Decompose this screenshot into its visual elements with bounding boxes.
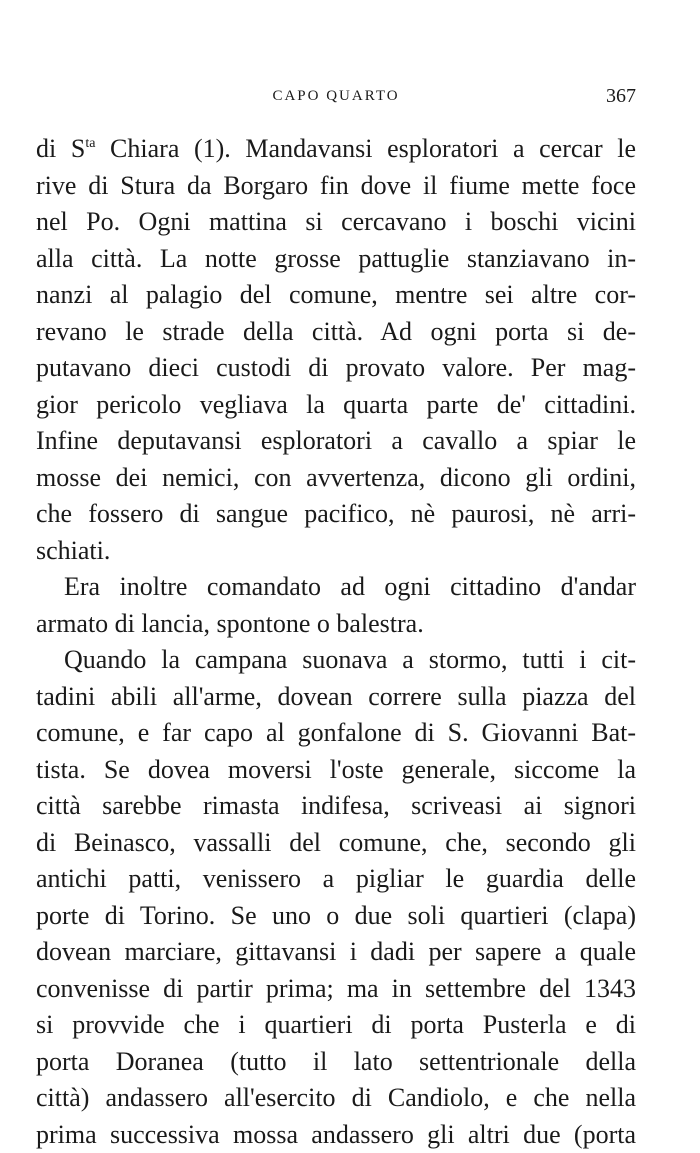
text-line: prima successiva mossa andassero gli altri due (porta (36, 1117, 636, 1153)
text-line: tadini abili all'arme, dovean correre sulla piazza del (36, 679, 636, 716)
text-line: rive di Stura da Borgaro fin dove il fiume mette foce (36, 168, 636, 205)
text-line: alla città. La notte grosse pattuglie stanziavano in- (36, 241, 636, 278)
text-line: antichi patti, venissero a pigliar le guardia delle (36, 861, 636, 898)
text-line (36, 131, 636, 168)
text-line: dovean marciare, gittavansi i dadi per sapere a quale (36, 934, 636, 971)
text-line: comune, e far capo al gonfalone di S. Giovanni Bat- (36, 715, 636, 752)
text-line: nel Po. Ogni mattina si cercavano i boschi vicini (36, 204, 636, 241)
text-line: convenisse di partir prima; ma in settembre del 1343 (36, 971, 636, 1008)
text-line: che fossero di sangue pacifico, nè paurosi, nè arri- (36, 496, 636, 533)
body-text (36, 131, 636, 1153)
text-line: putavano dieci custodi di provato valore. Per mag- (36, 350, 636, 387)
text-line: gior pericolo vegliava la quarta parte de' cittadini. (36, 387, 636, 424)
text-line: Infine deputavansi esploratori a cavallo a spiar le (36, 423, 636, 460)
text-line: nanzi al palagio del comune, mentre sei altre cor- (36, 277, 636, 314)
text-line: armato di lancia, spontone o balestra. (36, 606, 636, 643)
text-line: Era inoltre comandato ad ogni cittadino d'andar (36, 569, 636, 606)
text-line: Quando la campana suonava a stormo, tutti i cit- (36, 642, 636, 679)
text-line: porte di Torino. Se uno o due soli quartieri (clapa) (36, 898, 636, 935)
text-line: revano le strade della città. Ad ogni porta si de- (36, 314, 636, 351)
text-fragment: Chiara (1). Mandavansi esploratori a cercar le (95, 134, 636, 163)
text-line: si provvide che i quartieri di porta Pusterla e di (36, 1007, 636, 1044)
running-head (36, 88, 636, 112)
text-line: tista. Se dovea moversi l'oste generale, siccome la (36, 752, 636, 789)
text-line: schiati. (36, 533, 636, 570)
text-line: di Beinasco, vassalli del comune, che, secondo gli (36, 825, 636, 862)
superscript: ta (85, 136, 95, 151)
page-number: 367 (606, 85, 636, 108)
text-line: porta Doranea (tutto il lato settentrionale della (36, 1044, 636, 1081)
text-line: città) andassero all'esercito di Candiolo, e che nella (36, 1080, 636, 1117)
text-fragment: di S (36, 134, 85, 163)
running-title: CAPO QUARTO (36, 88, 636, 105)
text-line: città sarebbe rimasta indifesa, scriveasi ai signori (36, 788, 636, 825)
text-line: mosse dei nemici, con avvertenza, dicono gli ordini, (36, 460, 636, 497)
